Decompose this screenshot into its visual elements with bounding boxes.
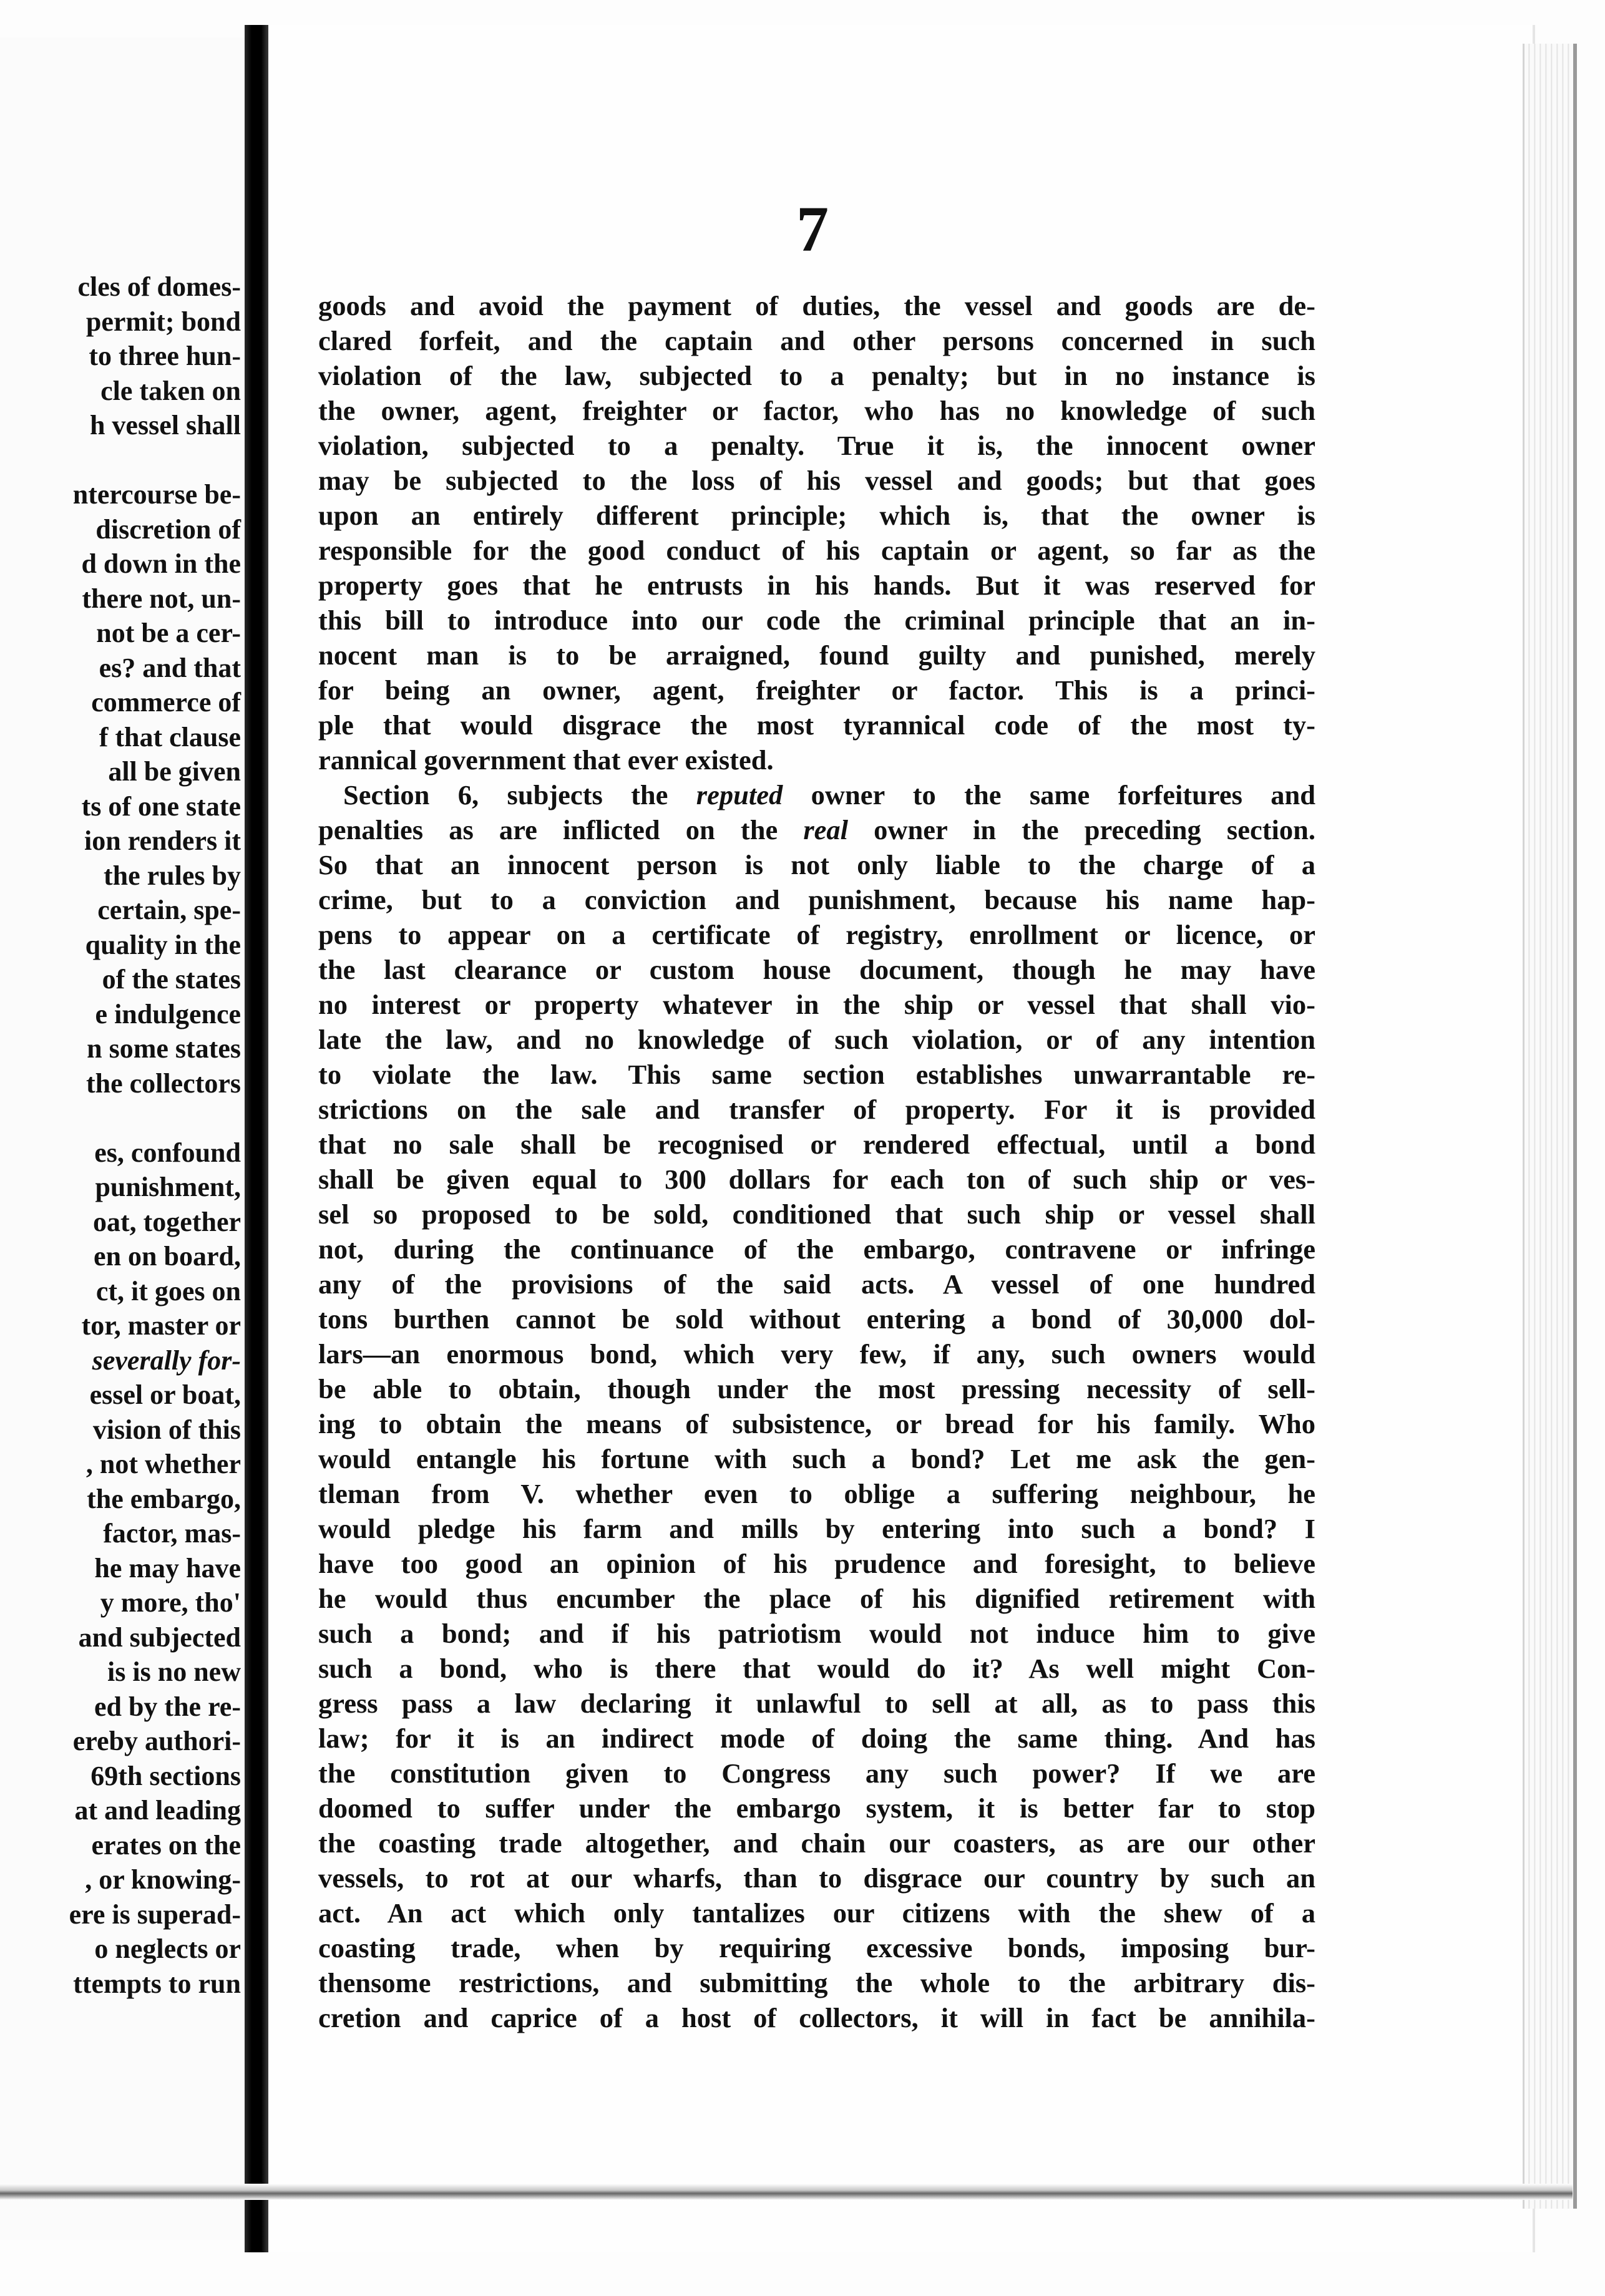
italic-word: real: [803, 814, 849, 845]
left-page-line: factor, mas-: [103, 1518, 241, 1549]
text-line: crime, but to a conviction and punishment, because his name hap-: [318, 884, 1315, 915]
text-line: this bill to introduce into our code the criminal principle that an in-: [318, 605, 1315, 636]
text-line: clared forfeit, and the captain and other persons concerned in such: [318, 325, 1315, 356]
left-page-line: tor, master or: [81, 1310, 241, 1341]
left-page-line: the embargo,: [87, 1483, 241, 1514]
text-line: ing to obtain the means of subsistence, or bread for his family. Who: [318, 1408, 1315, 1439]
book-gutter: [245, 25, 268, 2252]
text-line: responsible for the good conduct of his captain or agent, so far as the: [318, 535, 1315, 566]
text-line: goods and avoid the payment of duties, the vessel and goods are de-: [318, 290, 1315, 321]
page-number: 7: [796, 193, 829, 265]
left-page-line: e indulgence: [95, 998, 241, 1029]
left-page-line: ere is superad-: [69, 1899, 241, 1930]
left-page-line: erates on the: [91, 1829, 241, 1861]
text-line: he would thus encumber the place of his dignified retirement with: [318, 1583, 1315, 1614]
left-page-line: punishment,: [95, 1172, 241, 1202]
text-line: tleman from V. whether even to oblige a suffering neighbour, he: [318, 1478, 1315, 1509]
left-page-line: of the states: [102, 964, 241, 995]
left-page-line: , not whether: [85, 1449, 241, 1479]
text-line: thensome restrictions, and submitting the whole to the arbitrary dis-: [318, 1967, 1315, 1998]
left-page-line: ntercourse be-: [72, 479, 241, 510]
text-line: would entangle his fortune with such a bond? Let me ask the gen-: [318, 1443, 1315, 1474]
text-segment: owner in the preceding section.: [848, 814, 1315, 845]
left-page-line: the rules by: [104, 860, 241, 891]
left-page-line: es? and that: [99, 652, 241, 683]
left-page-line: [0, 443, 245, 478]
left-page-line: n some states: [87, 1033, 241, 1064]
left-page-line: discretion of: [95, 513, 241, 545]
left-page-line: and subjected: [78, 1622, 241, 1653]
left-page-line: not be a cer-: [96, 618, 241, 648]
left-page-line: 69th sections: [90, 1760, 241, 1791]
text-line: no interest or property whatever in the ship or vessel that shall vio-: [318, 989, 1315, 1020]
left-page-line: quality in the: [85, 929, 241, 960]
left-page-line: all be given: [108, 756, 241, 787]
text-line: law; for it is an indirect mode of doing the same thing. And has: [318, 1723, 1315, 1754]
text-line: may be subjected to the loss of his vessel and goods; but that goes: [318, 465, 1315, 496]
left-page-line: oat, together: [92, 1206, 241, 1237]
left-page-text: [0, 270, 245, 2001]
text-line: tons burthen cannot be sold without entering a bond of 30,000 dol-: [318, 1303, 1315, 1335]
left-page-line: ttempts to run: [73, 1968, 241, 1999]
left-page-line: ed by the re-: [94, 1691, 241, 1722]
text-line: violation of the law, subjected to a penalty; but in no instance is: [318, 360, 1315, 391]
left-page-line: certain, spe-: [97, 895, 241, 925]
text-line: gress pass a law declaring it unlawful to sell at all, as to pass this: [318, 1688, 1315, 1719]
text-line: not, during the continuance of the embargo, contravene or infringe: [318, 1233, 1315, 1265]
text-line: lars—an enormous bond, which very few, if any, such owners would: [318, 1338, 1315, 1369]
text-segment: owner to the same forfeitures and: [783, 779, 1315, 810]
left-page-line: there not, un-: [82, 583, 241, 614]
left-page-line: ereby authori-: [72, 1726, 241, 1756]
left-page-line: o neglects or: [94, 1934, 241, 1964]
text-line: property goes that he entrusts in his hands. But it was reserved for: [318, 570, 1315, 601]
text-line: such a bond; and if his patriotism would not induce him to give: [318, 1618, 1315, 1649]
text-line: cretion and caprice of a host of collectors, it will in fact be annihila-: [318, 2002, 1315, 2033]
text-line: rannical government that ever existed.: [318, 744, 774, 776]
text-line: the owner, agent, freighter or factor, who has no knowledge of such: [318, 395, 1315, 426]
left-page-line: at and leading: [74, 1795, 241, 1826]
left-page-line: he may have: [94, 1552, 241, 1583]
bottom-page-edge: [0, 2184, 1573, 2200]
left-page-line: f that clause: [99, 721, 241, 752]
left-page-line: the collectors: [86, 1068, 241, 1099]
text-line: that no sale shall be recognised or rendered effectual, until a bond: [318, 1129, 1315, 1160]
text-line: [318, 777, 1315, 812]
text-line: ple that would disgrace the most tyrannical code of the most ty-: [318, 709, 1315, 741]
left-page-line: vision of this: [92, 1414, 241, 1445]
body-text: [318, 288, 1315, 2035]
left-page-line: [0, 1101, 245, 1136]
text-line: have too good an opinion of his prudence and foresight, to believe: [318, 1548, 1315, 1579]
left-page-line: ion renders it: [84, 825, 241, 856]
text-segment: penalties as are inflicted on the: [318, 814, 804, 845]
text-line: act. An act which only tantalizes our citizens with the shew of a: [318, 1897, 1315, 1929]
left-page-line: ts of one state: [81, 790, 241, 822]
text-line: the last clearance or custom house document, though he may have: [318, 954, 1315, 985]
page-edge-stack: [1523, 44, 1577, 2209]
text-line: any of the provisions of the said acts. A vessel of one hundred: [318, 1268, 1315, 1300]
text-line: the constitution given to Congress any such power? If we are: [318, 1758, 1315, 1789]
left-page-line: to three hun-: [89, 341, 241, 371]
left-page-line: essel or boat,: [89, 1379, 241, 1410]
italic-word: reputed: [696, 779, 783, 810]
left-page-line: , or knowing-: [85, 1864, 241, 1895]
left-page-line: en on board,: [94, 1241, 241, 1272]
left-page-line: permit; bond: [85, 306, 241, 337]
text-line: strictions on the sale and transfer of property. For it is provided: [318, 1094, 1315, 1125]
left-page-line: es, confound: [94, 1137, 241, 1168]
text-line: violation, subjected to a penalty. True it is, the innocent owner: [318, 430, 1315, 461]
text-line: So that an innocent person is not only liable to the charge of a: [318, 849, 1315, 880]
text-line: be able to obtain, though under the most pressing necessity of sell-: [318, 1373, 1315, 1404]
left-page-line: d down in the: [81, 548, 241, 579]
left-page-line: is is no new: [107, 1656, 241, 1687]
left-page-line: cle taken on: [100, 375, 241, 406]
text-line: doomed to suffer under the embargo system, it is better far to stop: [318, 1793, 1315, 1824]
text-line: pens to appear on a certificate of registry, enrollment or licence, or: [318, 919, 1315, 950]
text-line: would pledge his farm and mills by entering into such a bond? I: [318, 1513, 1315, 1544]
text-segment: Section 6, subjects the: [343, 779, 696, 810]
left-page-line: y more, tho': [100, 1587, 241, 1618]
left-page-line: severally for-: [92, 1345, 241, 1376]
text-line: nocent man is to be arraigned, found guilty and punished, merely: [318, 640, 1315, 671]
text-line: sel so proposed to be sold, conditioned that such ship or vessel shall: [318, 1199, 1315, 1230]
left-facing-page: [0, 37, 245, 2240]
text-line: such a bond, who is there that would do it? As well might Con-: [318, 1653, 1315, 1684]
text-line: [318, 812, 1315, 847]
left-page-line: ct, it goes on: [95, 1275, 241, 1306]
left-page-line: commerce of: [91, 687, 241, 718]
text-line: to violate the law. This same section establishes unwarrantable re-: [318, 1059, 1315, 1090]
text-line: vessels, to rot at our wharfs, than to disgrace our country by such an: [318, 1862, 1315, 1894]
left-page-line: h vessel shall: [89, 410, 241, 440]
text-line: for being an owner, agent, freighter or factor. This is a princi-: [318, 674, 1315, 706]
text-line: shall be given equal to 300 dollars for each ton of such ship or ves-: [318, 1164, 1315, 1195]
text-line: the coasting trade altogether, and chain our coasters, as are our other: [318, 1827, 1315, 1859]
text-line: upon an entirely different principle; which is, that the owner is: [318, 500, 1315, 531]
text-line: coasting trade, when by requiring excessive bonds, imposing bur-: [318, 1932, 1315, 1963]
left-page-line: cles of domes-: [77, 271, 241, 302]
text-line: late the law, and no knowledge of such violation, or of any intention: [318, 1024, 1315, 1055]
